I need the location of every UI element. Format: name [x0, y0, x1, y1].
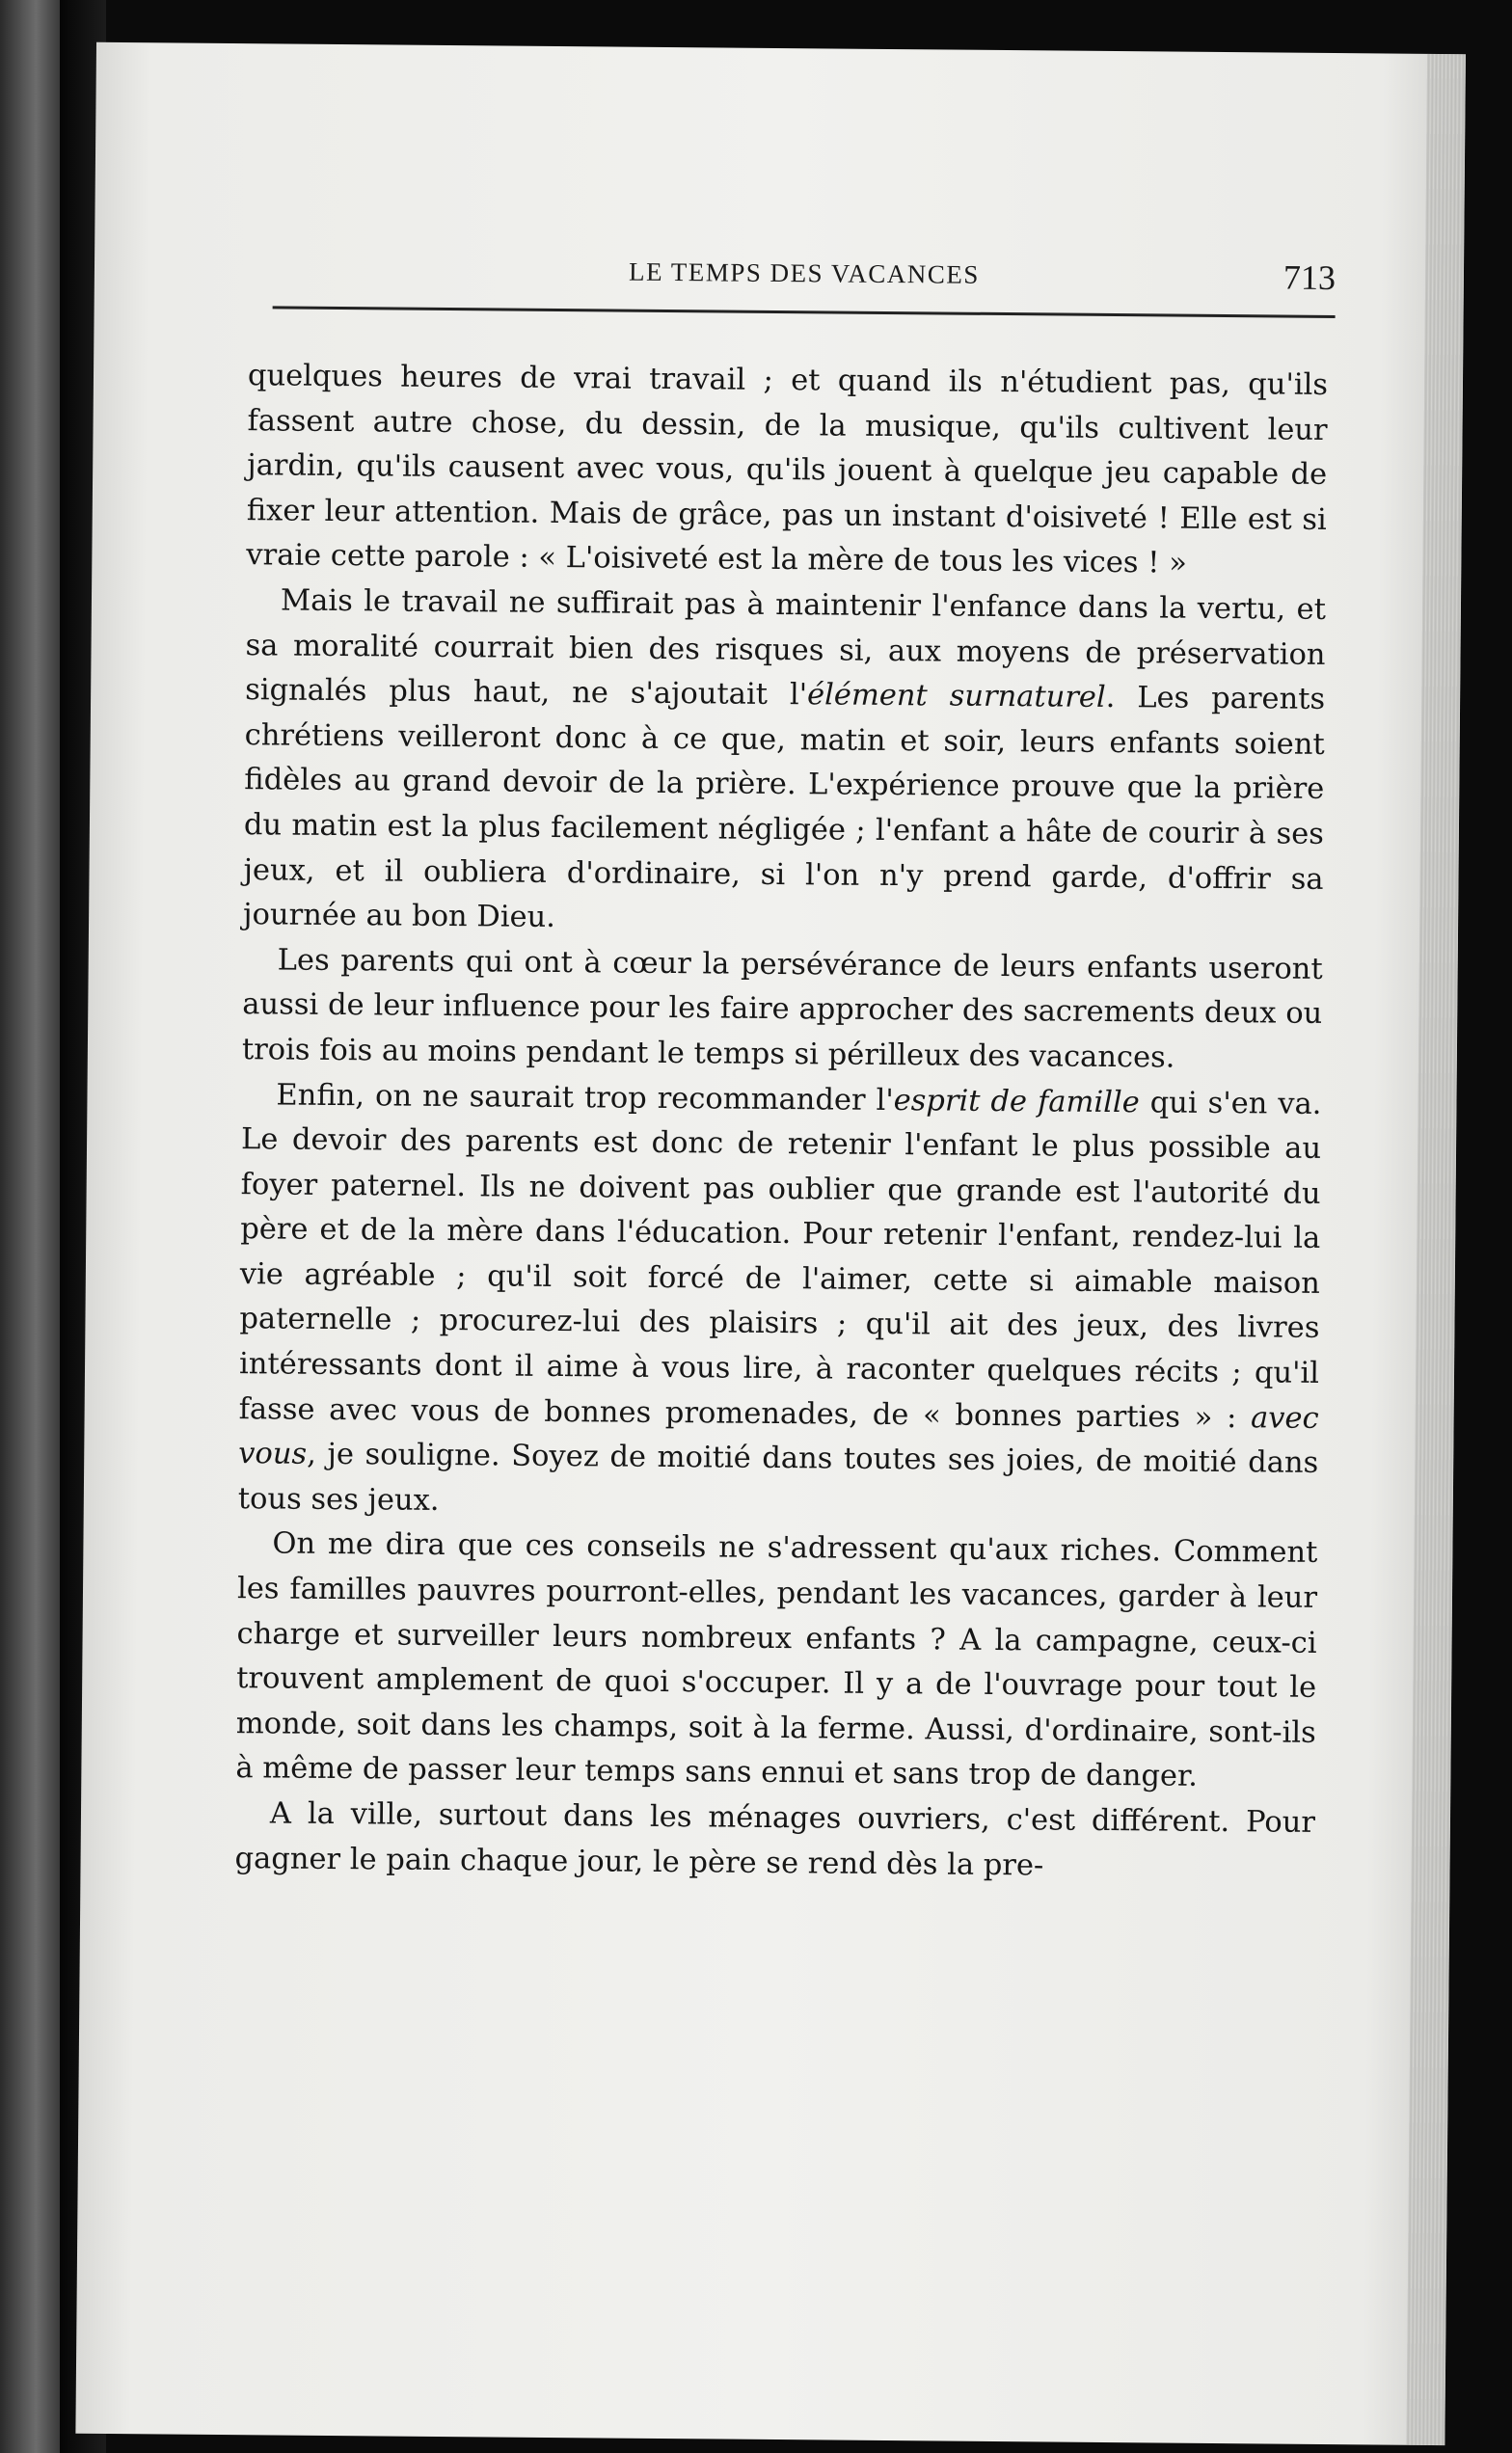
running-head — [273, 248, 1336, 318]
text-run: quelques heures de vrai travail ; et quand ils n'étudient pas, qu'ils fassent autre chose, du dessin, de la musique, qu'ils cultivent leur jardin, qu'ils causent avec vous, qu'ils jouent à quelque jeu capable de fixer leur attention. Mais de grâce, pas un instant d'oisiveté ! Elle est si vraie cette parole : « L'oisiveté est la mère de tous les vices ! » — [246, 359, 1329, 581]
italic-run: élément surnaturel — [806, 678, 1106, 715]
paragraph-1 — [246, 354, 1328, 588]
text-run: On me dira que ces conseils ne s'adressent qu'aux riches. Comment les familles pauvres pourront-elles, pendant les vacances, garder à leur charge et surveiller leurs nombreux enfants ? A la campagne, ceux-ci trouvent amplement de quoi s'occuper. Il y a de l'ouvrage pour tout le monde, soit dans les champs, soit à la ferme. Aussi, d'ordinaire, sont-ils à même de passer leur temps sans ennui et sans trop de danger. — [235, 1526, 1318, 1794]
italic-run: avec vous — [238, 1400, 1319, 1472]
text-run: Les parents qui ont à cœur la persévérance de leurs enfants useront aussi de leur influence pour les faire approcher des sacrements deux ou trois fois au moins pendant le temps si périlleux des vacances. — [241, 943, 1323, 1075]
italic-run: esprit de famille — [893, 1083, 1140, 1119]
paragraph-5 — [235, 1523, 1317, 1801]
text-run: A la ville, surtout dans les ménages ouvriers, c'est différent. Pour gagner le pain chaque jour, le père se rend dès la pre- — [234, 1796, 1316, 1883]
paragraph-2 — [243, 579, 1326, 948]
page-number: 713 — [1282, 257, 1336, 298]
running-head-title: LE TEMPS DES VACANCES — [628, 256, 981, 289]
page-stack-edge — [1406, 54, 1466, 2445]
text-run: . Les parents chrétiens veilleront donc à ce que, matin et soir, leurs enfants soient fidèles au grand devoir de la prière. L'expérience prouve que la prière du matin est la plus facilement négligée ; l'enfant a hâte de courir à ses jeux, et il oubliera d'ordinaire, si l'on n'y prend garde, d'offrir sa journée au bon Dieu. — [242, 681, 1326, 935]
paragraph-3 — [242, 938, 1323, 1083]
text-run: Mais le travail ne suffirait pas à maintenir l'enfance dans la vertu, et sa moralité courrait bien des risques si, aux moyens de préservation signalés plus haut, ne s'ajoutait l' — [245, 583, 1327, 713]
left-page-edge — [0, 0, 60, 2453]
text-run: , je souligne. Soyez de moitié dans toutes ses joies, de moitié dans tous ses jeux. — [237, 1438, 1319, 1518]
text-run: Enfin, on ne saurait trop recommander l' — [276, 1077, 894, 1118]
text-run: qui s'en va. Le devoir des parents est donc de retenir l'enfant le plus possible au foyer paternel. Ils ne doivent pas oublier que grande est l'autorité du père et de la mère dans l'éducation. Pour retenir l'enfant, rendez-lui la vie agréable ; qu'il soit forcé de l'aimer, cette si aimable maison paternelle ; procurez-lui des plaisirs ; qu'il ait des jeux, des livres intéressants dont il aime à vous lire, à raconter quelques récits ; qu'il fasse avec vous de bonnes promenades, de « bonnes parties » : — [238, 1085, 1322, 1435]
paragraph-6 — [234, 1792, 1315, 1891]
book-page — [75, 42, 1466, 2445]
paragraph-4 — [238, 1073, 1322, 1532]
body-text — [234, 354, 1328, 1891]
